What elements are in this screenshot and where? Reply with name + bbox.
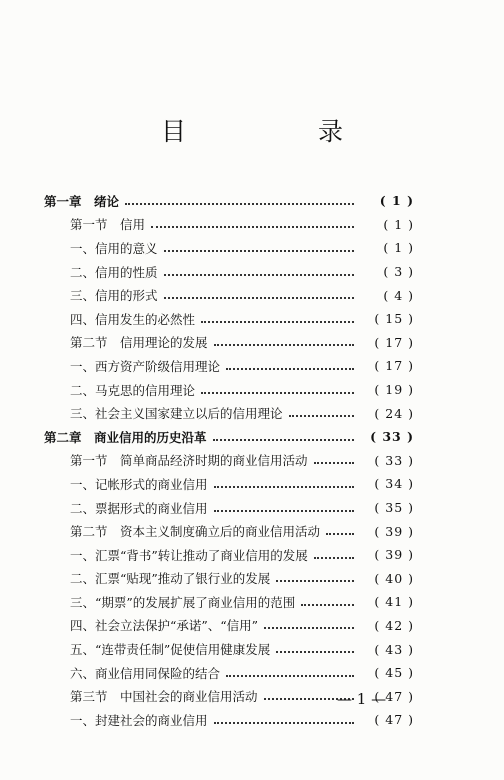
toc-entry-label: 四、信用发生的必然性 xyxy=(70,311,196,327)
toc-entry-label: 二、信用的性质 xyxy=(70,264,158,280)
dot-leader xyxy=(213,437,354,441)
dot-leader xyxy=(201,319,354,323)
dot-leader xyxy=(276,578,354,582)
toc-entry xyxy=(44,189,414,213)
toc-entry-label: 第二节 资本主义制度确立后的商业信用活动 xyxy=(70,524,321,540)
toc-entry-label: 第二节 信用理论的发展 xyxy=(70,335,208,351)
toc-entry xyxy=(44,590,414,614)
toc-entry-label: 三、“期票”的发展扩展了商业信用的范围 xyxy=(70,594,296,610)
toc-entry xyxy=(44,496,414,520)
toc-entry-page: ( 15 ) xyxy=(374,311,414,327)
toc-entry-label: 一、信用的意义 xyxy=(70,240,158,256)
page-title: 目 录 xyxy=(161,117,405,146)
toc-entry-page: ( 35 ) xyxy=(374,500,414,516)
toc-entry-label: 二、票据形式的商业信用 xyxy=(70,500,208,516)
toc-entry-page: ( 43 ) xyxy=(374,641,414,657)
toc-entry-label: 一、西方资产阶级信用理论 xyxy=(70,358,221,374)
dot-leader xyxy=(264,625,354,629)
toc-entry-label: 四、社会立法保护“承诺”、“信用” xyxy=(70,618,259,634)
toc-entry-page: ( 39 ) xyxy=(374,523,414,539)
toc-entry-label: 五、“连带责任制”促使信用健康发展 xyxy=(70,642,271,658)
dot-leader xyxy=(226,366,354,370)
toc-entry-page: ( 1 ) xyxy=(383,216,414,232)
dot-leader xyxy=(214,508,354,512)
toc-entry xyxy=(44,449,414,473)
toc-entry-page: ( 47 ) xyxy=(374,712,414,728)
toc-entry xyxy=(44,307,414,331)
toc-entry-page: ( 34 ) xyxy=(374,476,414,492)
toc-entry xyxy=(44,708,414,732)
dot-leader xyxy=(125,201,354,205)
toc-entry xyxy=(44,661,414,685)
toc-entry-page: ( 4 ) xyxy=(383,287,414,303)
toc-entry-label: 第一节 信用 xyxy=(70,217,146,233)
toc-entry-label: 第二章 商业信用的历史沿革 xyxy=(44,429,207,445)
toc-entry xyxy=(44,401,414,425)
toc-entry xyxy=(44,472,414,496)
dot-leader xyxy=(201,390,354,394)
toc-entry-label: 三、信用的形式 xyxy=(70,288,158,304)
toc-entry xyxy=(44,378,414,402)
toc-entry-page: ( 40 ) xyxy=(374,570,414,586)
toc-entry xyxy=(44,283,414,307)
toc-entry-page: ( 45 ) xyxy=(374,665,414,681)
toc-entry xyxy=(44,213,414,237)
toc-entry-page: ( 1 ) xyxy=(379,193,414,209)
dot-leader xyxy=(214,720,354,724)
toc-entry-page: ( 39 ) xyxy=(374,547,414,563)
toc-entry-label: 六、商业信用同保险的结合 xyxy=(70,665,221,681)
dot-leader xyxy=(276,649,354,653)
toc-entry-page: ( 17 ) xyxy=(374,334,414,350)
toc-entry xyxy=(44,331,414,355)
toc-entry xyxy=(44,567,414,591)
page-number: — 1 — xyxy=(337,690,387,708)
dot-leader xyxy=(301,602,354,606)
toc-entry-label: 二、汇票“贴现”推动了银行业的发展 xyxy=(70,571,271,587)
toc-entry xyxy=(44,236,414,260)
toc-entry-page: ( 24 ) xyxy=(374,405,414,421)
dot-leader xyxy=(326,531,354,535)
dot-leader xyxy=(314,460,354,464)
toc-entry-label: 二、马克思的信用理论 xyxy=(70,382,196,398)
toc-entry-page: ( 17 ) xyxy=(374,358,414,374)
dot-leader xyxy=(314,555,354,559)
toc-entry-label: 第三节 中国社会的商业信用活动 xyxy=(70,689,258,705)
toc-entry-page: ( 42 ) xyxy=(374,617,414,633)
toc-entry-page: ( 47 ) xyxy=(374,688,414,704)
toc-entry-page: ( 41 ) xyxy=(374,594,414,610)
toc-entry-page: ( 33 ) xyxy=(370,429,414,445)
toc-entry xyxy=(44,543,414,567)
toc-entry-page: ( 1 ) xyxy=(383,240,414,256)
toc-entry-label: 三、社会主义国家建立以后的信用理论 xyxy=(70,406,283,422)
toc-entry-label: 一、汇票“背书”转让推动了商业信用的发展 xyxy=(70,547,308,563)
toc-entry-label: 第一节 简单商品经济时期的商业信用活动 xyxy=(70,453,308,469)
toc-entry xyxy=(44,519,414,543)
table-of-contents xyxy=(44,189,414,732)
toc-entry xyxy=(44,354,414,378)
dot-leader xyxy=(214,342,354,346)
toc-entry-page: ( 19 ) xyxy=(374,382,414,398)
toc-entry xyxy=(44,637,414,661)
dot-leader xyxy=(164,272,354,276)
toc-entry xyxy=(44,425,414,449)
dot-leader xyxy=(164,248,354,252)
dot-leader xyxy=(214,484,354,488)
dot-leader xyxy=(151,224,354,228)
dot-leader xyxy=(289,413,354,417)
toc-entry xyxy=(44,614,414,638)
toc-entry-page: ( 3 ) xyxy=(383,264,414,280)
toc-entry-label: 一、记帐形式的商业信用 xyxy=(70,476,208,492)
toc-entry-page: ( 33 ) xyxy=(374,452,414,468)
toc-entry-label: 一、封建社会的商业信用 xyxy=(70,712,208,728)
dot-leader xyxy=(164,295,354,299)
toc-entry xyxy=(44,260,414,284)
dot-leader xyxy=(226,673,354,677)
toc-entry-label: 第一章 绪论 xyxy=(44,193,120,209)
